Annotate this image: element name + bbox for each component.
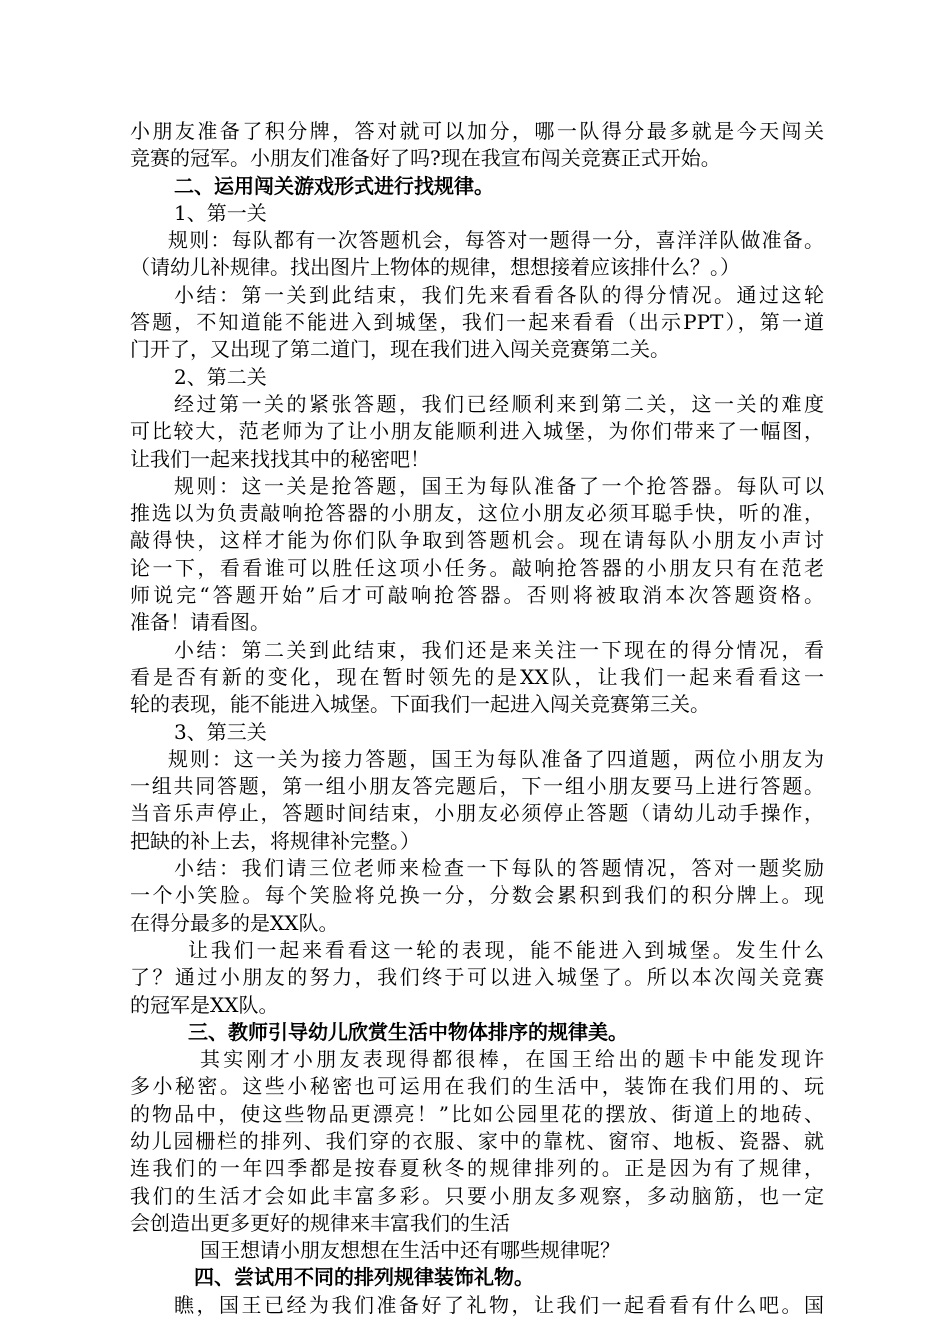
- subsection-heading: 2、第二关: [174, 364, 267, 389]
- paragraph-line: 其实刚才小朋友表现得都很棒，在国王给出的题卡中能发现许: [200, 1047, 824, 1072]
- paragraph-line: 敲得快，这样才能为你们队争取到答题机会。现在请每队小朋友小声讨: [130, 528, 824, 553]
- paragraph-line: 一个小笑脸。每个笑脸将兑换一分，分数会累积到我们的积分牌上。现: [130, 883, 824, 908]
- paragraph-line: 论一下，看看谁可以胜任这项小任务。敲响抢答器的小朋友只有在范老: [130, 555, 824, 580]
- subsection-heading: 1、第一关: [174, 200, 267, 225]
- paragraph-line: 的冠军是XX队。: [130, 992, 279, 1017]
- paragraph-line: 的物品中，使这些物品更漂亮！”比如公园里花的摆放、街道上的地砖、: [130, 1101, 824, 1126]
- paragraph-line: 连我们的一年四季都是按春夏秋冬的规律排列的。正是因为有了规律，: [130, 1156, 824, 1181]
- rules-paragraph-line: 规则：这一关是抢答题，国王为每队准备了一个抢答器。每队可以: [174, 473, 824, 498]
- paragraph-line: 一组共同答题，第一组小朋友答完题后，下一组小朋友要马上进行答题。: [130, 774, 824, 799]
- paragraph-line: 瞧，国王已经为我们准备好了礼物，让我们一起看看有什么吧。国: [174, 1292, 824, 1317]
- paragraph-line: 门开了，又出现了第二道门，现在我们进入闯关竞赛第二关。: [130, 337, 670, 362]
- paragraph-line: 看是否有新的变化，现在暂时领先的是XX队，让我们一起来看看这一: [130, 664, 824, 689]
- paragraph-line: 幼儿园栅栏的排列、我们穿的衣服、家中的靠枕、窗帘、地板、瓷器、就: [130, 1128, 824, 1153]
- summary-paragraph-line: 小结：我们请三位老师来检查一下每队的答题情况，答对一题奖励: [174, 856, 824, 881]
- section-heading: 四、尝试用不同的排列规律装饰礼物。: [194, 1265, 534, 1290]
- subsection-heading: 3、第三关: [174, 719, 267, 744]
- paragraph-line: 了？通过小朋友的努力，我们终于可以进入城堡了。所以本次闯关竞赛: [130, 965, 824, 990]
- rules-paragraph-line: 规则：这一关为接力答题，国王为每队准备了四道题，两位小朋友为: [168, 746, 824, 771]
- paragraph-line: 当音乐声停止，答题时间结束，小朋友必须停止答题（请幼儿动手操作，: [130, 801, 824, 826]
- paragraph-line: 小朋友准备了积分牌，答对就可以加分，哪一队得分最多就是今天闯关: [130, 119, 824, 143]
- paragraph-line: 会创造出更多更好的规律来丰富我们的生活: [130, 1210, 510, 1235]
- paragraph-line: （请幼儿补规律。找出图片上物体的规律，想想接着应该排什么？。）: [130, 255, 740, 280]
- paragraph-line: 我们的生活才会如此丰富多彩。只要小朋友多观察，多动脑筋，也一定: [130, 1183, 824, 1208]
- paragraph-line: 国王想请小朋友想想在生活中还有哪些规律呢？: [200, 1238, 620, 1263]
- paragraph-line: 在得分最多的是XX队。: [130, 910, 339, 935]
- paragraph-line: 师说完“答题开始”后才可敲响抢答器。否则将被取消本次答题资格。: [130, 583, 824, 608]
- paragraph-line: 竞赛的冠军。小朋友们准备好了吗?现在我宣布闯关竞赛正式开始。: [130, 146, 721, 171]
- paragraph-line: 轮的表现，能不能进入城堡。下面我们一起进入闯关竞赛第三关。: [130, 692, 710, 717]
- paragraph-line: 答题，不知道能不能进入到城堡，我们一起来看看（出示PPT），第一道: [130, 310, 824, 335]
- rules-paragraph-line: 规则：每队都有一次答题机会，每答对一题得一分，喜洋洋队做准备。: [168, 228, 824, 253]
- section-heading: 三、教师引导幼儿欣赏生活中物体排序的规律美。: [188, 1019, 628, 1044]
- paragraph-line: 让我们一起来找找其中的秘密吧！: [130, 446, 430, 471]
- paragraph-line: 准备！请看图。: [130, 610, 270, 635]
- paragraph-line: 推选以为负责敲响抢答器的小朋友，这位小朋友必须耳聪手快，听的准，: [130, 501, 824, 526]
- summary-paragraph-line: 小结：第二关到此结束，我们还是来关注一下现在的得分情况，看: [174, 637, 824, 662]
- document-page: [130, 118, 824, 1319]
- paragraph-line: 多小秘密。这些小秘密也可运用在我们的生活中，装饰在我们用的、玩: [130, 1074, 824, 1099]
- paragraph-line: 经过第一关的紧张答题，我们已经顺利来到第二关，这一关的难度: [174, 391, 824, 416]
- section-heading: 二、运用闯关游戏形式进行找规律。: [174, 173, 494, 198]
- paragraph-line: 让我们一起来看看这一轮的表现，能不能进入到城堡。发生什么: [188, 937, 824, 962]
- summary-paragraph-line: 小结：第一关到此结束，我们先来看看各队的得分情况。通过这轮: [174, 282, 824, 307]
- paragraph-line: 把缺的补上去，将规律补完整。）: [130, 828, 420, 853]
- paragraph-line: 可比较大，范老师为了让小朋友能顺利进入城堡，为你们带来了一幅图，: [130, 419, 824, 444]
